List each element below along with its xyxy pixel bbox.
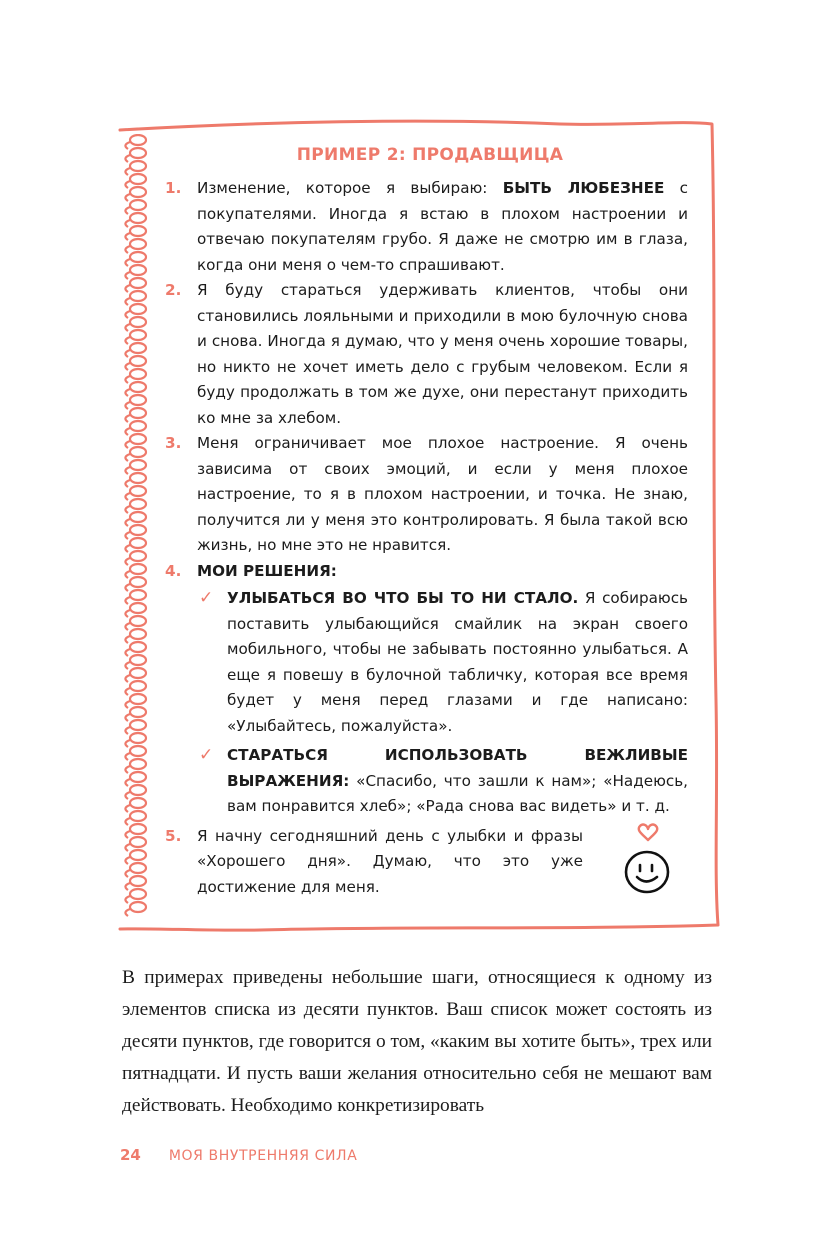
spiral-wire <box>125 337 130 344</box>
list-item-bold: БЫТЬ ЛЮБЕЗНЕЕ <box>502 179 665 197</box>
spiral-wire <box>125 259 130 266</box>
spiral-loop <box>130 213 146 223</box>
spiral-loop <box>130 174 146 184</box>
spiral-loop <box>130 369 146 379</box>
spiral-loop <box>130 785 146 795</box>
spiral-wire <box>125 389 130 396</box>
spiral-wire <box>125 909 130 916</box>
spiral-wire <box>125 454 130 461</box>
spiral-loop <box>130 629 146 639</box>
spiral-loop <box>130 486 146 496</box>
spiral-wire <box>125 376 130 383</box>
spiral-wire <box>125 324 130 331</box>
spiral-loop <box>130 759 146 769</box>
spiral-wire <box>125 467 130 474</box>
spiral-loop <box>130 291 146 301</box>
spiral-wire <box>125 480 130 487</box>
spiral-wire <box>125 740 130 747</box>
spiral-wire <box>125 779 130 786</box>
list-item <box>165 176 688 278</box>
body-paragraph: В примерах приведены небольшие шаги, относящиеся к одному из элементов списка из десяти пунктов. Ваш список может состоять из десяти пунктов, где говорится о том, «каким вы хотите быть», трех или пятнадцати. И пусть ваши желания относительно себя не мешают вам действовать. Необходимо конкретизировать <box>122 967 712 1116</box>
list-item-text: Я начну сегодняшний день с улыбки и фразы «Хорошего дня». Думаю, что это уже достижение для меня. <box>197 826 583 896</box>
checkmark-icon: ✓ <box>199 745 214 765</box>
spiral-wire <box>125 896 130 903</box>
spiral-loop <box>130 356 146 366</box>
spiral-loop <box>130 655 146 665</box>
spiral-loop <box>130 889 146 899</box>
spiral-loop <box>130 330 146 340</box>
spiral-loop <box>130 837 146 847</box>
spiral-wire <box>125 649 130 656</box>
page-number: 24 <box>120 1146 141 1164</box>
spiral-loop <box>130 590 146 600</box>
spiral-wire <box>125 233 130 240</box>
spiral-wire <box>125 441 130 448</box>
spiral-loop <box>130 564 146 574</box>
spiral-loop <box>130 733 146 743</box>
spiral-loop <box>130 473 146 483</box>
spiral-wire <box>125 831 130 838</box>
list-item-text: с покупателями. Иногда я встаю в плохом настроении и отвечаю покупателям грубо. Я даже не смотрю им в глаза, когда они меня о чем-то спрашивают. <box>197 179 689 274</box>
spiral-loop <box>130 278 146 288</box>
spiral-loop <box>130 577 146 587</box>
spiral-wire <box>125 662 130 669</box>
box-title: ПРИМЕР 2: ПРОДАВЩИЦА <box>296 145 564 165</box>
spiral-loop <box>130 408 146 418</box>
decision-bold: УЛЫБАТЬСЯ ВО ЧТО БЫ ТО НИ СТАЛО. <box>227 589 579 607</box>
spiral-loop <box>130 135 146 145</box>
spiral-loop <box>130 226 146 236</box>
spiral-loop <box>130 694 146 704</box>
spiral-loop <box>130 200 146 210</box>
list-item <box>165 431 688 559</box>
spiral-wire <box>125 675 130 682</box>
spiral-wire <box>125 142 130 149</box>
spiral-wire <box>125 558 130 565</box>
spiral-wire <box>125 818 130 825</box>
spiral-wire <box>125 532 130 539</box>
spiral-loop <box>130 551 146 561</box>
spiral-loop <box>130 252 146 262</box>
list-item <box>165 559 688 585</box>
spiral-wire <box>125 766 130 773</box>
spiral-binding-icon <box>108 134 158 924</box>
spiral-loop <box>130 772 146 782</box>
spiral-loop <box>130 187 146 197</box>
spiral-wire <box>125 246 130 253</box>
example-list <box>165 176 688 900</box>
spiral-wire <box>125 207 130 214</box>
spiral-loop <box>130 746 146 756</box>
spiral-loop <box>130 707 146 717</box>
spiral-wire <box>125 857 130 864</box>
spiral-loop <box>130 382 146 392</box>
spiral-loop <box>130 499 146 509</box>
list-item-number: 1. <box>165 179 182 197</box>
list-item-text: Меня ограничивает мое плохое настроение. Я очень зависима от своих эмоций, и если у меня плохое настроение, то я в плохом настроении, и точка. Не знаю, получится ли у меня это контролировать. Я была такой всю жизнь, но мне это не нравится. <box>197 434 688 554</box>
spiral-wire <box>125 311 130 318</box>
spiral-loop <box>130 395 146 405</box>
list-item-number: 2. <box>165 281 182 299</box>
spiral-loop <box>130 876 146 886</box>
spiral-wire <box>125 181 130 188</box>
book-title: МОЯ ВНУТРЕННЯЯ СИЛА <box>168 1148 358 1164</box>
spiral-wire <box>125 220 130 227</box>
spiral-loop <box>130 239 146 249</box>
spiral-loop <box>130 460 146 470</box>
spiral-wire <box>125 519 130 526</box>
spiral-loop <box>130 525 146 535</box>
spiral-loop <box>130 824 146 834</box>
spiral-loop <box>130 343 146 353</box>
spiral-loop <box>130 811 146 821</box>
list-item-number: 3. <box>165 434 182 452</box>
spiral-loop <box>130 642 146 652</box>
list-item <box>165 278 688 431</box>
spiral-loop <box>130 863 146 873</box>
spiral-wire <box>125 844 130 851</box>
spiral-loop <box>130 304 146 314</box>
spiral-wire <box>125 194 130 201</box>
decision-item <box>165 586 688 739</box>
spiral-wire <box>125 792 130 799</box>
spiral-wire <box>125 168 130 175</box>
spiral-loop <box>130 720 146 730</box>
list-item-text: Я буду стараться удерживать клиентов, чтобы они становились лояльными и приходили в мою булочную снова и снова. Иногда я думаю, что у меня очень хорошие товары, но никто не хочет иметь дело с грубым человеком. Если я буду продолжать в том же духе, они перестанут приходить ко мне за хлебом. <box>197 281 688 427</box>
list-item-bold: МОИ РЕШЕНИЯ: <box>197 561 337 580</box>
spiral-loop <box>130 798 146 808</box>
spiral-wire <box>125 285 130 292</box>
spiral-wire <box>125 545 130 552</box>
spiral-wire <box>125 623 130 630</box>
spiral-wire <box>125 363 130 370</box>
list-item-number: 5. <box>165 826 182 845</box>
spiral-wire <box>125 714 130 721</box>
spiral-loop <box>130 850 146 860</box>
spiral-wire <box>125 428 130 435</box>
spiral-wire <box>125 727 130 734</box>
spiral-wire <box>125 883 130 890</box>
spiral-loop <box>130 902 146 912</box>
spiral-loop <box>130 668 146 678</box>
spiral-wire <box>125 350 130 357</box>
spiral-wire <box>125 506 130 513</box>
spiral-wire <box>125 688 130 695</box>
decision-text: Я собираюсь поставить улыбающийся смайлик на экран своего мобильного, чтобы не забывать постоянно улыбаться. А еще я повешу в булочной табличку, которая все время будет у меня перед глазами и где написано: «Улыбайтесь, пожалуйста». <box>227 589 688 735</box>
spiral-loop <box>130 681 146 691</box>
decision-text: «Спасибо, что зашли к нам»; «Надеюсь, вам понравится хлеб»; «Рада снова вас видеть» и т. д. <box>227 771 688 815</box>
spiral-loop <box>130 317 146 327</box>
spiral-wire <box>125 584 130 591</box>
decision-item <box>165 743 688 820</box>
spiral-wire <box>125 298 130 305</box>
spiral-wire <box>125 701 130 708</box>
spiral-wire <box>125 571 130 578</box>
spiral-wire <box>125 870 130 877</box>
spiral-loop <box>130 161 146 171</box>
spiral-wire <box>125 610 130 617</box>
spiral-wire <box>125 493 130 500</box>
heart-smiley-icon <box>620 820 676 896</box>
page-footer <box>120 1146 357 1164</box>
spiral-wire <box>125 753 130 760</box>
spiral-wire <box>125 272 130 279</box>
spiral-loop <box>130 148 146 158</box>
spiral-wire <box>125 155 130 162</box>
spiral-loop <box>130 512 146 522</box>
spiral-wire <box>125 636 130 643</box>
list-item-text: Изменение, которое я выбираю: <box>197 179 503 197</box>
spiral-loop <box>130 603 146 613</box>
list-item <box>165 824 688 901</box>
spiral-loop <box>130 538 146 548</box>
spiral-loop <box>130 421 146 431</box>
spiral-loop <box>130 616 146 626</box>
spiral-loop <box>130 434 146 444</box>
spiral-loop <box>130 447 146 457</box>
list-item-number: 4. <box>165 561 182 580</box>
spiral-wire <box>125 402 130 409</box>
decision-bold: СТАРАТЬСЯ ИСПОЛЬЗОВАТЬ ВЕЖЛИВЫЕ ВЫРАЖЕНИЯ: <box>227 746 688 790</box>
spiral-wire <box>125 805 130 812</box>
spiral-wire <box>125 415 130 422</box>
spiral-wire <box>125 597 130 604</box>
spiral-loop <box>130 265 146 275</box>
checkmark-icon: ✓ <box>199 588 214 608</box>
